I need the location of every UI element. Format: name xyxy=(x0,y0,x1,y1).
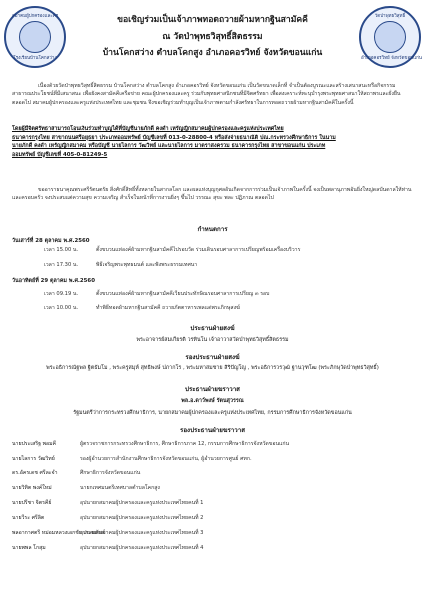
committee-row xyxy=(12,455,413,464)
committee-name: นายวิทิต พงค์ใหม่ xyxy=(12,485,52,491)
logo-ring-text: สมาคมผู้ปกครองและครู xyxy=(11,14,59,19)
committee-name: นายประเสริฐ พอมคี xyxy=(12,441,57,447)
schedule-title: กำหนดการ xyxy=(197,226,228,233)
logo-ring-text: วัดป่าพุทธวิสุทธิ์ xyxy=(374,14,406,19)
association-logo xyxy=(4,6,66,68)
committee-position: ศึกษาธิการจังหวัดขอนแก่น xyxy=(80,470,141,476)
schedule-time: เวลา 09.19 น. xyxy=(44,291,79,297)
committee-row xyxy=(12,514,413,523)
lay-vice-title: รองประธานฝ่ายฆราวาส xyxy=(180,427,245,434)
temple-name: ณ วัดป่าพุทธวิสุทธิ์สิตธรรม xyxy=(162,32,263,42)
committee-position: อุปนายกสมาคมผู้ปกครองและครูแห่งประเทศไทยคนที่ 1 xyxy=(80,500,204,506)
committee-position: อุปนายกสมาคมผู้ปกครองและครูแห่งประเทศไทยคนที่ 4 xyxy=(80,545,204,551)
lay-chairman-line: รัฐมนตรีว่าการกระทรวงศึกษาธิการ, นายกสมาคมผู้ปกครองและครูแห่งประเทศไทย, กรรมการศึกษาธิการจังหวัดขอนแก่น xyxy=(73,410,352,416)
monk-chairman-title: ประธานฝ่ายสงฆ์ xyxy=(190,325,235,332)
committee-name: นายปรีชา จิตรคีย์ xyxy=(12,500,52,506)
bank-line: ธนาคารกรุงไทย สาขาถนนศรีอยุธยา ประเภทออมทรัพย์ บัญชีเลขที่ 013-0-28800-4 หรือส่งจ่ายธนาณัติ ปณ.กระทรวงศึกษาธิการ ในนาม xyxy=(12,134,336,141)
donation-bank-info xyxy=(12,125,413,159)
committee-position: นายกเทศมนตรีเทศบาลตำบลโคกสูง xyxy=(80,485,160,491)
committee-position: รองผู้อำนวยการสำนักงานศึกษาธิการจังหวัดขอนแก่น, ผู้อำนวยการศูนย์ ศทก. xyxy=(80,456,252,462)
schedule-desc: ตั้งขบวนแห่องค์ผ้ามหากฐินสามัคคีเวียนประทักษิณรอบศาลาการเปรียญ ๓ รอบ xyxy=(96,291,270,297)
committee-row xyxy=(12,484,413,493)
logo-ring-text: อำเภอคอรวิทย์ จังหวัดขอนแก่น xyxy=(361,56,422,61)
committee-position: อุปนายกสมาคมผู้ปกครองและครูแห่งประเทศไทยคนที่ 3 xyxy=(80,530,204,536)
schedule-desc: ทำพิธีทอดผ้ามหากฐินสามัคคี ถวายภัตตาหารเพลแด่พระภิกษุสงฆ์ xyxy=(96,305,240,311)
logo-emblem-icon xyxy=(374,21,406,53)
schedule-day-2: วันอาทิตย์ที่ 29 ตุลาคม พ.ศ.2560 xyxy=(12,278,95,284)
lay-chairman-title: ประธานฝ่ายฆราวาส xyxy=(185,386,240,393)
lay-chairman-name: พล.อ.ดาว์พงษ์ รัตนสุวรรณ xyxy=(181,398,244,404)
temple-address: บ้านโคกสว่าง ตำบลโคกสูง อำเภอคอรวิทย์ จังหวัดขอนแก่น xyxy=(102,48,323,58)
committee-name: พลอากาศตรี หม่อมหลวงเอกชัย เกษมสันต์ xyxy=(12,530,106,536)
committee-row xyxy=(12,544,413,553)
bank-line: นายภักดี คงดำ เหรัญญิกสมาคม หรือบัญชี นายไลการ วัฒวิทย์ และนายไลการ มาตราสงครวม ธนาคารกรุงไทย สาขาขอนแก่น ประเภท xyxy=(12,143,326,149)
schedule-time: เวลา 17.30 น. xyxy=(44,262,79,268)
schedule-desc: ตั้งขบวนแห่องค์ผ้ามหากฐินสามัคคีไปรอบวัด ร่วมเดินรอบศาลาการเปรียญพร้อมเครื่องบริวาร xyxy=(96,247,301,253)
bank-line: ออมทรัพย์ บัญชีเลขที่ 405-0-81249-5 xyxy=(12,151,108,158)
committee-row xyxy=(12,529,413,538)
committee-row xyxy=(12,469,413,478)
committee-position: ผู้ตรวจราชการกระทรวงศึกษาธิการ, ศึกษาธิการภาค 12, กรรมการศึกษาธิการจังหวัดขอนแก่น xyxy=(80,441,290,447)
committee-name: ดร.อัครเดช ศรีละจำ xyxy=(12,470,58,476)
bank-line: โดยผู้มีจิตศรัทธาสามารถโอนเงินร่วมทำบุญได้ที่บัญชีนายภักดี คงดำ เหรัญญิกสมาคมผู้ปกครองและครูแห่งประเทศไทย xyxy=(12,126,284,132)
committee-name: นายพพล โกสุม xyxy=(12,545,46,551)
monk-chairman-line: พระอาจารย์สมเกียรติ วรทินโน เจ้าอาวาสวัดป่าพุทธวิสุทธิ์สิตธรรม xyxy=(136,337,289,343)
committee-name: นายวีระ ศรีลิต xyxy=(12,515,45,521)
committee-position: อุปนายกสมาคมผู้ปกครองและครูแห่งประเทศไทยคนที่ 2 xyxy=(80,515,204,521)
logo-emblem-icon xyxy=(19,21,51,53)
committee-name: นายไลการ วัฒวิทย์ xyxy=(12,456,55,462)
schedule-desc: พิธีเจริญพระพุทธมนต์ และฟังพระธรรมเทศนา xyxy=(96,262,198,268)
schedule-time: เวลา 15.00 น. xyxy=(44,247,79,253)
blessing-paragraph: ขออาราธนาคุณพระศรีรัตนตรัย สิ่งศักดิ์สิทธิ์ทั้งหลายในสากลโลก และผลแห่งบุญกุศลอันเกิดจากการร่วมเป็นเจ้าภาพในครั้งนี้ จงเป็นพลานุภาพอันยิ่งใหญ่ดลบันดาลให้ท่านและครอบครัว จงประสบแต่ความสุข ความเจริญ สำเร็จในหน้าที่การงานยิ่งๆ ขึ้นไป วรรณะ สุขะ พละ ปฏิภาณ ตลอดไป xyxy=(12,187,412,202)
monk-vice-title: รองประธานฝ่ายสงฆ์ xyxy=(185,354,240,361)
invitation-title: ขอเชิญร่วมเป็นเจ้าภาพทอดถวายผ้ามหากฐินสามัคคี xyxy=(117,15,308,25)
committee-row xyxy=(12,440,413,449)
monk-vice-line: พระอธิการณัฐพล ฐิตธัมโม , พระครูสมุห์ สุทธิพงษ์ ปภากโร , พระมหาสมชาย สิริปัญโญ , พระอธิการวรวุฒิ ฐานวุฑโฒ (พระภิกษุวัดป่าพุทธวิสุทธิ์) xyxy=(46,365,379,371)
temple-logo xyxy=(359,6,421,68)
intro-paragraph: เนื่องด้วยวัดป่าพุทธวิสุทธิ์สิตธรรม บ้านโคกสว่าง ตำบลโคกสูง อำเภอคอรวิทย์ จังหวัดขอนแก่น เป็นวัดขนาดเล็กที่ จำเป็นต้องบูรณะและสร้างเสนาสนะหรือกิจกรรมสาธารณประโยชน์ที่มีเสนาสนะ เพื่อยังคงสามัคคีเครือข่าย คณะผู้ปกครองและครู ร่วมกับพุทธศาสนิกชนที่มีจิตศรัทธา เพื่อสงเคราะห์ทะนุบำรุงพระพุทธศาสนาให้สถาพรและยั่งยืนตลอดไป สมาคมผู้ปกครองและครูแห่งประเทศไทย และชุมชน จึงขอเชิญร่วมทำบุญเป็นเจ้าภาพตามกำลังศรัทธาในการทอดถวายผ้ามหากฐินสามัคคีในครั้งนี้ xyxy=(12,83,401,106)
logo-ring-text: โรงเรียนบ้านโคกสว่าง xyxy=(13,56,57,61)
committee-row xyxy=(12,499,413,508)
schedule-time: เวลา 10.00 น. xyxy=(44,305,79,311)
schedule-day-1: วันเสาร์ที่ 28 ตุลาคม พ.ศ.2560 xyxy=(12,238,90,244)
